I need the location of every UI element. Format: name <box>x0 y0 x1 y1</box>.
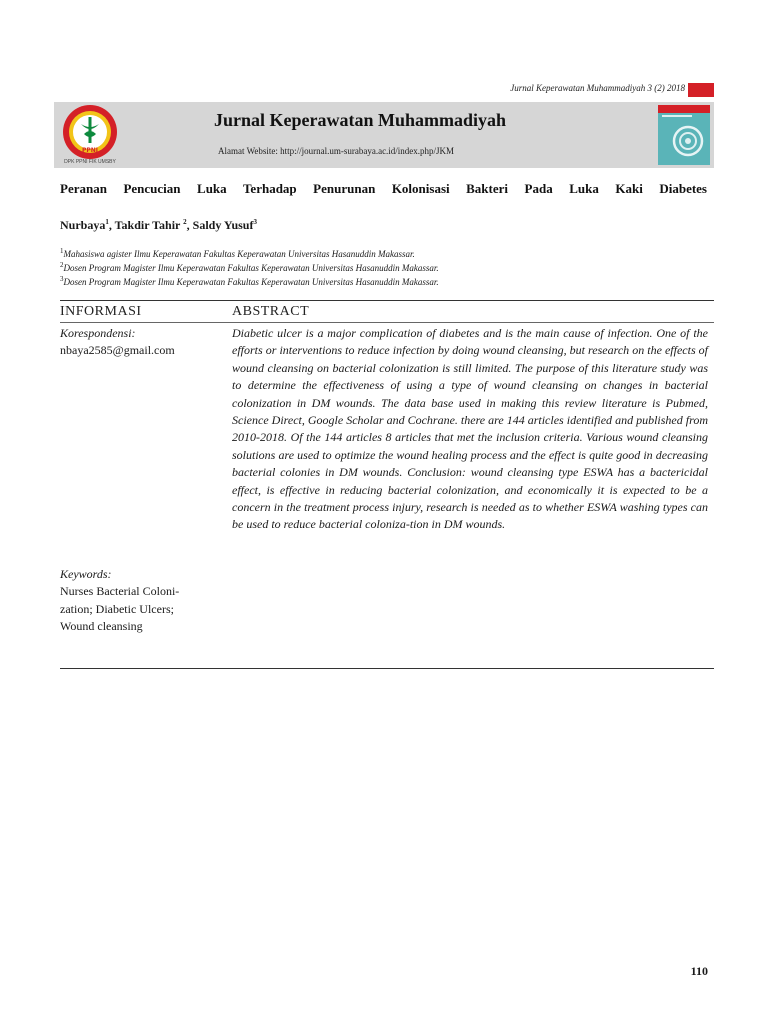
journal-website: Alamat Website: http://journal.um-surabaya.ac.id/index.php/JKM <box>218 146 455 156</box>
author-sup: 3 <box>253 218 257 226</box>
abstract-text: Diabetic ulcer is a major complication of diabetes and is the main cause of infection. One of the efforts or interventions to reduce infection by doing wound cleansing, but research on the effects of wound cleansing on bacterial colonization is still limited. The purpose of this literature study was to determine the effectiveness of using a type of wound cleansing on changes in bacterial colonization in DM wounds. The data base used in making this review literature is Pubmed, Science Direct, Google Scholar and Cochrane. there are 144 articles identified and published from 2010-2018. Of the 144 articles 8 articles that met the inclusion criteria. Various wound cleansing solutions are used to optimize the wound healing process and the effect is quite good in decreasing bacterial colonies in DM wounds. Conclusion: wound cleansing type ESWA has a bactericidal effect, is effective in reducing bacterial colonization, and economically it is expected to be a concern in the treatment process injury, research is needed as to whether ESWA washing types can be used to reduce bacterial coloniza-tion in DM wounds. <box>232 326 708 532</box>
red-tab <box>688 83 714 97</box>
bottom-rule <box>60 668 714 669</box>
journal-cover-spiral-icon <box>658 105 710 165</box>
abstract-heading: ABSTRACT <box>232 304 310 319</box>
author-sup: 1 <box>105 218 109 226</box>
author-sep: , <box>108 218 115 232</box>
keyword-line: zation; Diabetic Ulcers; <box>60 601 174 616</box>
author-list <box>60 218 257 233</box>
author-name: Takdir Tahir <box>114 218 184 232</box>
affiliation-text: Dosen Program Magister Ilmu Keperawatan Fakultas Keperawatan Universitas Hasanuddin Makassar. <box>63 277 439 287</box>
affiliation-sup: 1 <box>60 247 64 255</box>
running-head: Jurnal Keperawatan Muhammadiyah 3 (2) 2018 <box>510 83 685 93</box>
journal-cover <box>658 105 710 165</box>
top-rule <box>60 300 714 301</box>
author-name: Nurbaya <box>60 218 106 232</box>
author-sup: 2 <box>183 218 187 226</box>
affiliation-line <box>60 260 439 274</box>
affiliation-text: Mahasiswa agister Ilmu Keperawatan Fakultas Keperawatan Universitas Hasanuddin Makassar. <box>63 249 415 259</box>
affiliation-line <box>60 274 439 288</box>
affiliation-line <box>60 246 439 260</box>
logo-text: PPNI <box>81 147 99 154</box>
affiliations <box>60 246 439 288</box>
correspondence-email[interactable]: nbaya2585@gmail.com <box>60 343 175 358</box>
keywords-label: Keywords: <box>60 567 112 581</box>
correspondence-label: Korespondensi: <box>60 326 136 340</box>
header-rule <box>60 322 714 323</box>
affiliation-sup: 3 <box>60 275 64 283</box>
keyword-line: Wound cleansing <box>60 619 143 634</box>
logo-caption: DPK PPNI FIK UMSBY <box>64 159 116 165</box>
info-heading: INFORMASI <box>60 304 142 319</box>
affiliation-sup: 2 <box>60 261 64 269</box>
article-title: Peranan Pencucian Luka Terhadap Penurunan Kolonisasi Bakteri Pada Luka Kaki Diabetes <box>60 181 707 196</box>
keyword-line: Nurses Bacterial Coloni- <box>60 584 180 599</box>
masthead <box>54 102 714 168</box>
author-sep: , <box>186 218 193 232</box>
correspondence-block <box>60 325 220 360</box>
keywords-block <box>60 566 225 636</box>
page-number: 110 <box>690 964 708 978</box>
journal-title: Jurnal Keperawatan Muhammadiyah <box>214 110 507 130</box>
author-name: Saldy Yusuf <box>192 218 254 232</box>
ppni-logo <box>62 104 118 160</box>
affiliation-text: Dosen Program Magister Ilmu Keperawatan Fakultas Keperawatan Universitas Hasanuddin Makassar. <box>63 263 439 273</box>
